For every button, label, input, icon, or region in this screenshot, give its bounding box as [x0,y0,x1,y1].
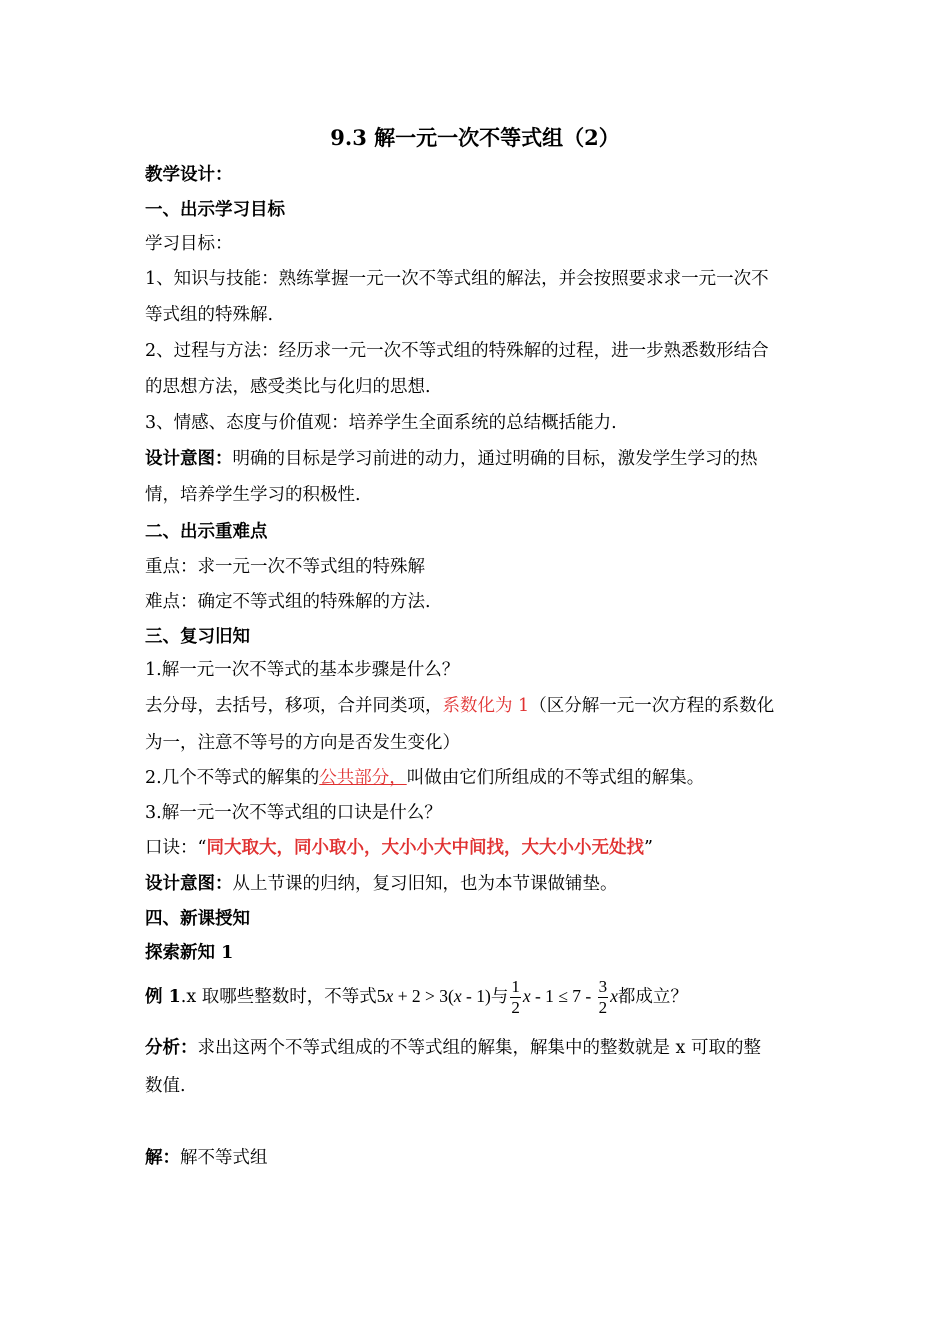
fraction-1-den: 2 [511,998,520,1018]
question-2-highlight: 公共部分， [319,768,407,788]
page-title: 9.3 解一元一次不等式组（2） [330,125,620,150]
rhyme-label: 口诀：“ [145,838,207,858]
example-end: 都成立？ [617,987,688,1007]
answer-1-note: （区分解一元一次方程的系数化 [529,696,775,716]
example-question: .x 取哪些整数时，不等式 [180,987,377,1007]
review-answer-1 [145,694,774,718]
analysis-text: 求出这两个不等式组成的不等式组的解集，解集中的整数就是 x 可取的整 [197,1038,761,1058]
example-label: 例 1 [145,987,181,1007]
solution-text: 解不等式组 [180,1148,268,1168]
example-connector: 与 [490,987,509,1007]
design-intent-2 [145,872,618,896]
design-intent-2-label: 设计意图： [145,874,233,894]
rhyme [145,836,653,860]
ineq2-var: x [522,986,531,1006]
ineq2-var-2: x [610,986,618,1006]
fraction-2-den: 2 [598,998,608,1018]
ineq2-rel: - 1 ≤ 7 - [530,986,596,1006]
review-question-3: 3.解一元一次不等式组的口诀是什么？ [145,803,442,823]
ineq1-var: x [385,986,394,1006]
design-intent-text: 明确的目标是学习前进的动力，通过明确的目标，激发学生学习的热 [232,449,758,469]
goal-2-line-1: 2、过程与方法：经历求一元一次不等式组的特殊解的过程，进一步熟悉数形结合 [145,341,769,361]
design-label: 教学设计： [145,165,233,185]
ineq1-rel: + 2 > 3( [393,986,454,1006]
inequality-2 [508,977,618,1018]
answer-1-highlight: 系数化为 1 [442,696,530,716]
key-point: 重点：求一元一次不等式组的特殊解 [145,557,425,577]
rhyme-text: 同大取大，同小取小，大小小大中间找，大大小小无处找 [206,838,644,858]
question-2-text: 2.几个不等式的解集的 [145,768,320,788]
fraction-2-num: 3 [598,977,608,997]
analysis-label: 分析： [145,1038,198,1058]
question-2-rest: 叫做由它们所组成的不等式组的解集。 [406,768,705,788]
goal-1-line-2: 等式组的特殊解. [145,305,274,325]
section-1-heading: 一、出示学习目标 [145,200,285,220]
goal-1-line-1: 1、知识与技能：熟练掌握一元一次不等式组的解法，并会按照要求求一元一次不 [145,269,769,289]
solution [145,1146,268,1170]
section-3-heading: 三、复习旧知 [145,627,250,647]
analysis-line-2: 数值. [145,1076,186,1096]
goals-subheading: 学习目标： [145,234,233,254]
section-2-heading: 二、出示重难点 [145,522,268,542]
section-4-heading: 四、新课授知 [145,909,250,929]
fraction-1 [510,977,521,1018]
rhyme-close: ” [643,838,653,858]
difficult-point: 难点：确定不等式组的特殊解的方法. [145,592,431,612]
example-1 [145,974,688,1019]
review-answer-1-cont: 为一，注意不等号的方向是否发生变化） [145,733,460,753]
design-intent-1-line-2: 情，培养学生学习的积极性. [145,485,361,505]
fraction-2 [598,977,609,1018]
fraction-1-num: 1 [511,977,520,997]
ineq1-tail: - 1) [461,986,491,1006]
solution-label: 解： [145,1148,180,1168]
ineq1-var-2: x [453,986,462,1006]
design-intent-2-text: 从上节课的归纳，复习旧知，也为本节课做铺垫。 [232,874,618,894]
answer-1-text: 去分母，去括号，移项，合并同类项， [145,696,443,716]
design-intent-label: 设计意图： [145,449,233,469]
review-question-2 [145,766,704,790]
ineq1-coef: 5 [376,986,386,1006]
review-question-1: 1.解一元一次不等式的基本步骤是什么？ [145,660,460,680]
design-intent-1-line-1 [145,447,758,471]
analysis-line-1 [145,1036,761,1060]
goal-3: 3、情感、态度与价值观：培养学生全面系统的总结概括能力. [145,413,617,433]
explore-heading: 探索新知 1 [145,943,234,963]
goal-2-line-2: 的思想方法，感受类比与化归的思想. [145,377,431,397]
inequality-1 [377,986,491,1006]
